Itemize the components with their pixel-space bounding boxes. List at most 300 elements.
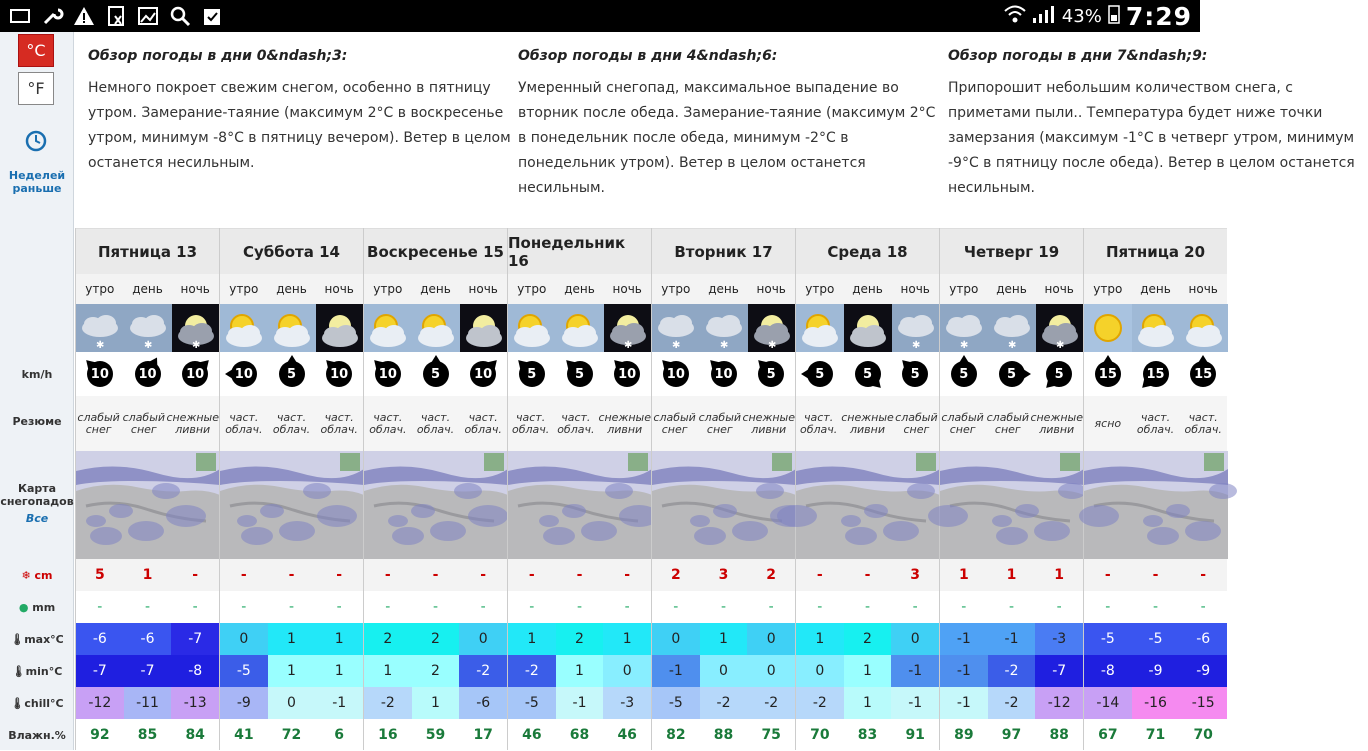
wind-speed: 10 [330,366,349,382]
svg-text:✱: ✱ [960,340,969,351]
summary-text: слабый снег [895,410,938,436]
period-label: день [708,282,739,296]
moon-snow-icon [172,304,220,352]
wind-cell [76,361,124,387]
min-temp-cell: -7 [76,655,124,687]
image-icon [136,4,160,28]
snow-map[interactable] [220,451,363,559]
sun-cloud-icon [1180,304,1228,352]
period-label: ночь [324,282,354,296]
min-temp-cell: 1 [315,655,363,687]
humidity-cell: 82 [666,727,686,743]
weather-icons-row [508,304,651,352]
chill-temp-cell: -1 [315,687,363,719]
day-header[interactable]: Воскресенье 15 [364,228,507,274]
rain-cell: - [864,599,871,615]
wind-arrow-icon [1046,361,1072,387]
wind-cell [508,361,556,387]
period-label: утро [229,282,259,296]
period-label: ночь [756,282,786,296]
battery-icon [1108,4,1120,28]
rain-row [76,591,219,623]
day-column [651,228,795,750]
period-label: утро [661,282,691,296]
snowflake-icon: ❄ [21,569,35,582]
period-label: день [420,282,451,296]
snow-map[interactable] [508,451,651,559]
humidity-cell: 70 [1193,727,1213,743]
wind-speed: 15 [1146,366,1165,382]
rain-cell: - [241,599,247,615]
wind-speed: 10 [666,366,685,382]
wind-arrow-icon [326,361,352,387]
snow-map[interactable] [76,451,219,559]
day-column [363,228,507,750]
moon-cloud-icon [460,304,508,352]
sun-cloud-icon [412,304,460,352]
min-row [1084,655,1227,687]
day-header[interactable]: Понедельник 16 [508,228,651,274]
fahrenheit-button[interactable]: °F [18,72,54,105]
chill-temp-cell: -14 [1084,687,1132,719]
wind-speed: 10 [138,366,157,382]
chill-temp-cell: -1 [940,687,988,719]
snow-row [364,559,507,591]
forecast-table[interactable] [75,228,1222,750]
wind-row [796,352,939,396]
min-temp-cell: -7 [1035,655,1083,687]
snow-cell: - [864,567,871,583]
rain-row [652,591,795,623]
humidity-cell: 46 [617,727,637,743]
cloud-snow-icon [652,304,700,352]
day-column [939,228,1083,750]
wind-speed: 10 [474,366,493,382]
wind-row [940,352,1083,396]
rain-cell: - [385,599,391,615]
max-row [652,623,795,655]
thermometer-icon: 🌡 [10,633,25,646]
hum-row [76,719,219,751]
wind-speed: 10 [618,366,637,382]
rain-row [220,591,363,623]
max-row [796,623,939,655]
max-row [220,623,363,655]
moon-cloud-icon [844,304,892,352]
max-temp-cell: 1 [268,623,316,655]
wind-speed: 5 [766,366,776,382]
rain-cell: - [961,599,967,615]
snow-cell: - [480,567,487,583]
wind-cell [891,361,939,387]
wind-cell [315,361,363,387]
max-temp-cell: -1 [988,623,1036,655]
chill-temp-cell: -2 [796,687,844,719]
snow-map[interactable] [364,451,507,559]
summary-row [796,396,939,451]
wind-arrow-icon [182,361,208,387]
min-temp-cell: -8 [1084,655,1132,687]
max-temp-cell: -5 [1084,623,1132,655]
day-header[interactable]: Вторник 17 [652,228,795,274]
summary-text: част. облач. [416,410,455,436]
wind-row [364,352,507,396]
humidity-cell: 89 [954,727,974,743]
max-temp-cell: -6 [1179,623,1227,655]
wind-arrow-icon [1143,361,1169,387]
rain-cell: - [336,599,342,615]
periods-row [508,274,651,304]
battery-percent: 43% [1061,5,1102,27]
min-row [220,655,363,687]
svg-text:✱: ✱ [144,340,153,351]
snow-cell: 3 [718,567,729,583]
wind-row [652,352,795,396]
snow-cell: - [240,567,247,583]
wind-speed: 15 [1098,366,1117,382]
forecast-text: Припорошит небольшим количеством снега, с приметами пыли.. Температура будет ниже точки замерзания (максимум -1°C в четверг утром, минимум -9°C в пятницу после обеда). Ветер в целом останется несильным. [948,80,1355,196]
clipboard-check-icon [200,4,224,28]
hum-row [796,719,939,751]
cloud-snow-icon [940,304,988,352]
svg-text:✱: ✱ [96,340,105,351]
rain-cell: - [144,599,151,615]
sun-cloud-icon [508,304,556,352]
chill-temp-cell: -16 [1132,687,1180,719]
chill-temp-cell: 1 [844,687,892,719]
snow-row [796,559,939,591]
humidity-cell: 83 [857,727,878,743]
period-label: ночь [900,282,930,296]
period-label: день [276,282,307,296]
periods-row [76,274,219,304]
hum-row [220,719,363,751]
min-row [652,655,795,687]
rain-cell: - [1056,599,1062,615]
chill-row [652,687,795,719]
chill-row [508,687,651,719]
wind-cell [268,361,316,387]
snow-cell: 1 [142,567,153,583]
max-temp-cell: -7 [171,623,219,655]
period-label: утро [805,282,835,296]
wind-arrow-icon [614,361,640,387]
period-label: утро [517,282,547,296]
min-temp-cell: -1 [652,655,700,687]
hum-row [508,719,651,751]
max-temp-cell: -6 [124,623,172,655]
wind-arrow-icon [951,361,977,387]
cloud-snow-icon [700,304,748,352]
rain-cell: - [624,599,630,615]
snow-map[interactable] [1084,451,1227,559]
snow-cell: - [288,567,295,583]
rain-row [796,591,939,623]
humidity-cell: 85 [137,727,158,743]
wind-cell [603,361,651,387]
wind-arrow-icon [663,361,689,387]
summary-text: снежные ливни [1030,410,1083,436]
wind-arrow-icon [279,361,305,387]
wind-speed: 10 [378,366,397,382]
chill-temp-cell: -12 [1035,687,1083,719]
svg-text:✱: ✱ [912,340,921,351]
snow-cell: 1 [1006,567,1017,583]
summary-text: слабый снег [653,410,696,436]
day-header[interactable]: Среда 18 [796,228,939,274]
summary-text: част. облач. [369,410,407,436]
period-label: утро [949,282,979,296]
chill-temp-cell: -12 [76,687,124,719]
summary-row [508,396,651,451]
status-bar [0,0,1200,32]
chill-temp-cell: -2 [364,687,412,719]
weather-icons-row [940,304,1083,352]
wind-speed: 10 [714,366,733,382]
period-label: утро [1093,282,1123,296]
humidity-cell: 70 [810,727,830,743]
snow-cell: - [432,567,439,583]
humidity-cell: 72 [281,727,302,743]
chill-row [1084,687,1227,719]
summary-text: част. облач. [1184,410,1222,436]
rain-cell: - [480,599,486,615]
wind-arrow-icon [807,361,833,387]
moon-snow-icon [1036,304,1084,352]
rain-cell: - [192,599,198,615]
chill-temp-cell: -5 [652,687,700,719]
snow-row [76,559,219,591]
day-column [75,228,219,750]
snow-row [940,559,1083,591]
rain-cell: - [1200,599,1206,615]
day-header[interactable]: Пятница 13 [76,228,219,274]
period-label: ночь [180,282,210,296]
snow-cell: 2 [670,567,681,583]
sun-cloud-icon [556,304,604,352]
wind-arrow-icon [567,361,593,387]
min-row [364,655,507,687]
wind-speed: 10 [90,366,109,382]
period-label: день [132,282,163,296]
chill-temp-cell: -2 [747,687,795,719]
snow-map-all-link[interactable]: Все [25,512,49,525]
svg-text:✱: ✱ [672,340,681,351]
chill-row [76,687,219,719]
wind-cell [556,361,604,387]
celsius-button[interactable]: °C [18,34,54,67]
weather-icons-row [1084,304,1227,352]
rain-row [508,591,651,623]
forecast-block [88,32,518,176]
snow-cell: 1 [958,567,969,583]
forecast-title: Обзор погоды в дни 0&ndash;3: [88,48,348,64]
day-header[interactable]: Четверг 19 [940,228,1083,274]
periods-row [1084,274,1227,304]
max-temp-cell: 1 [508,623,556,655]
snow-label: ❄ cm [21,569,53,582]
summary-text: снежные ливни [742,410,795,436]
rain-cell: - [1152,599,1159,615]
summary-text: ясно [1094,416,1122,430]
snow-cell: - [384,567,391,583]
snow-cell: - [624,567,631,583]
summary-text: слабый снег [986,410,1030,436]
min-temp-cell: -1 [940,655,988,687]
chill-row [364,687,507,719]
chill-temp-cell: -2 [988,687,1036,719]
summary-text: част. облач. [799,410,838,436]
day-column [507,228,651,750]
rain-cell: - [768,599,774,615]
snow-cell: 1 [1054,567,1065,583]
wind-row [76,352,219,396]
forecast-block [948,32,1355,227]
humidity-cell: 59 [425,727,446,743]
max-row [940,623,1083,655]
sun-cloud-icon [268,304,316,352]
cloud-snow-icon [124,304,172,352]
wind-arrow-icon [711,361,737,387]
max-temp-cell: 2 [844,623,892,655]
thermometer-icon: 🌡 [11,665,26,678]
summary-row [1084,396,1227,451]
warning-icon [72,4,96,28]
summary-text: слабый снег [941,410,984,436]
wind-speed: 10 [186,366,205,382]
svg-text:✱: ✱ [1008,340,1017,351]
hum-row [364,719,507,751]
forecast-title: Обзор погоды в дни 7&ndash;9: [948,48,1208,64]
summary-text: слабый снег [77,410,120,436]
snow-map[interactable] [652,451,795,559]
period-label: ночь [1188,282,1218,296]
wind-arrow-icon [519,361,545,387]
wind-speed: 5 [959,366,969,382]
summary-text: снежные ливни [166,410,219,436]
period-label: день [564,282,595,296]
max-temp-cell: 2 [364,623,412,655]
humidity-cell: 92 [90,727,110,743]
wrench-icon [40,4,64,28]
wind-label: km/h [21,368,53,381]
min-row [796,655,939,687]
sun-cloud-icon [220,304,268,352]
chill-row [220,687,363,719]
humidity-cell: 71 [1145,727,1166,743]
periods-row [940,274,1083,304]
chill-row [796,687,939,719]
max-temp-cell: 2 [556,623,604,655]
wind-arrow-icon [855,361,881,387]
weather-icons-row [796,304,939,352]
summary-text: част. облач. [272,410,311,436]
rain-cell: - [817,599,823,615]
sidebar [0,32,74,750]
humidity-cell: 75 [761,727,781,743]
weeks-earlier-link[interactable]: Неделей раньше [8,169,66,195]
wind-speed: 10 [234,366,253,382]
max-temp-cell: 1 [700,623,748,655]
summary-text: слабый снег [698,410,742,436]
wind-cell [459,361,507,387]
humidity-cell: 17 [473,727,493,743]
day-header[interactable]: Пятница 20 [1084,228,1227,274]
summary-text: снежные ливни [598,410,651,436]
humidity-cell: 91 [905,727,925,743]
min-temp-cell: -1 [891,655,939,687]
rain-cell: - [529,599,535,615]
max-temp-cell: 1 [796,623,844,655]
weather-icons-row [652,304,795,352]
wind-arrow-icon [999,361,1025,387]
max-temp-cell: 0 [891,623,939,655]
clock-icon[interactable] [25,130,47,156]
wind-row [220,352,363,396]
max-temp-cell: 2 [412,623,460,655]
snow-map[interactable] [796,451,939,559]
chill-temp-cell: -6 [459,687,507,719]
humidity-cell: 97 [1001,727,1022,743]
min-temp-cell: 0 [603,655,651,687]
rain-row [364,591,507,623]
min-temp-cell: 0 [700,655,748,687]
humidity-cell: 68 [569,727,590,743]
rain-cell: - [576,599,583,615]
min-temp-cell: 0 [747,655,795,687]
weather-icons-row [364,304,507,352]
rain-cell: - [1105,599,1111,615]
moon-snow-icon [604,304,652,352]
max-temp-label: 🌡max°C [10,633,64,646]
svg-text:✱: ✱ [624,340,633,351]
wind-cell [364,361,412,387]
periods-row [652,274,795,304]
wind-speed: 5 [286,366,297,382]
periods-row [796,274,939,304]
day-header[interactable]: Суббота 14 [220,228,363,274]
max-temp-cell: -5 [1132,623,1180,655]
min-temp-label: 🌡min°C [11,665,63,678]
summary-text: част. облач. [1136,410,1175,436]
forecast-text: Немного покроет свежим снегом, особенно в пятницу утром. Замерание-таяние (максимум 2°C в воскресенье утром, минимум -8°C в пятницу вечером). Ветер в целом останется несильным. [88,80,511,171]
forecast-text: Умеренный снегопад, максимальное выпадение во вторник после обеда. Замерание-таяние (максимум 2°C в понедельник после обеда, минимум -2°C в понедельник утром). Ветер в целом останется несильным. [518,80,936,196]
rain-cell: - [432,599,439,615]
summary-text: част. облач. [511,410,550,436]
chill-temp-cell: -15 [1179,687,1227,719]
period-label: утро [85,282,115,296]
day-column [219,228,363,750]
summary-row [652,396,795,451]
period-label: ночь [1044,282,1074,296]
svg-text:✱: ✱ [768,340,777,351]
summary-text: слабый снег [122,410,166,436]
period-label: день [1140,282,1171,296]
period-label: день [996,282,1027,296]
svg-text:✱: ✱ [720,340,729,351]
snow-row [1084,559,1227,591]
min-temp-cell: -9 [1132,655,1180,687]
periods-row [220,274,363,304]
max-temp-cell: 1 [603,623,651,655]
max-row [364,623,507,655]
summary-text: част. облач. [464,410,502,436]
snow-cell: - [1104,567,1111,583]
snow-map[interactable] [940,451,1083,559]
period-label: утро [373,282,403,296]
min-row [940,655,1083,687]
chill-temp-cell: -11 [124,687,172,719]
